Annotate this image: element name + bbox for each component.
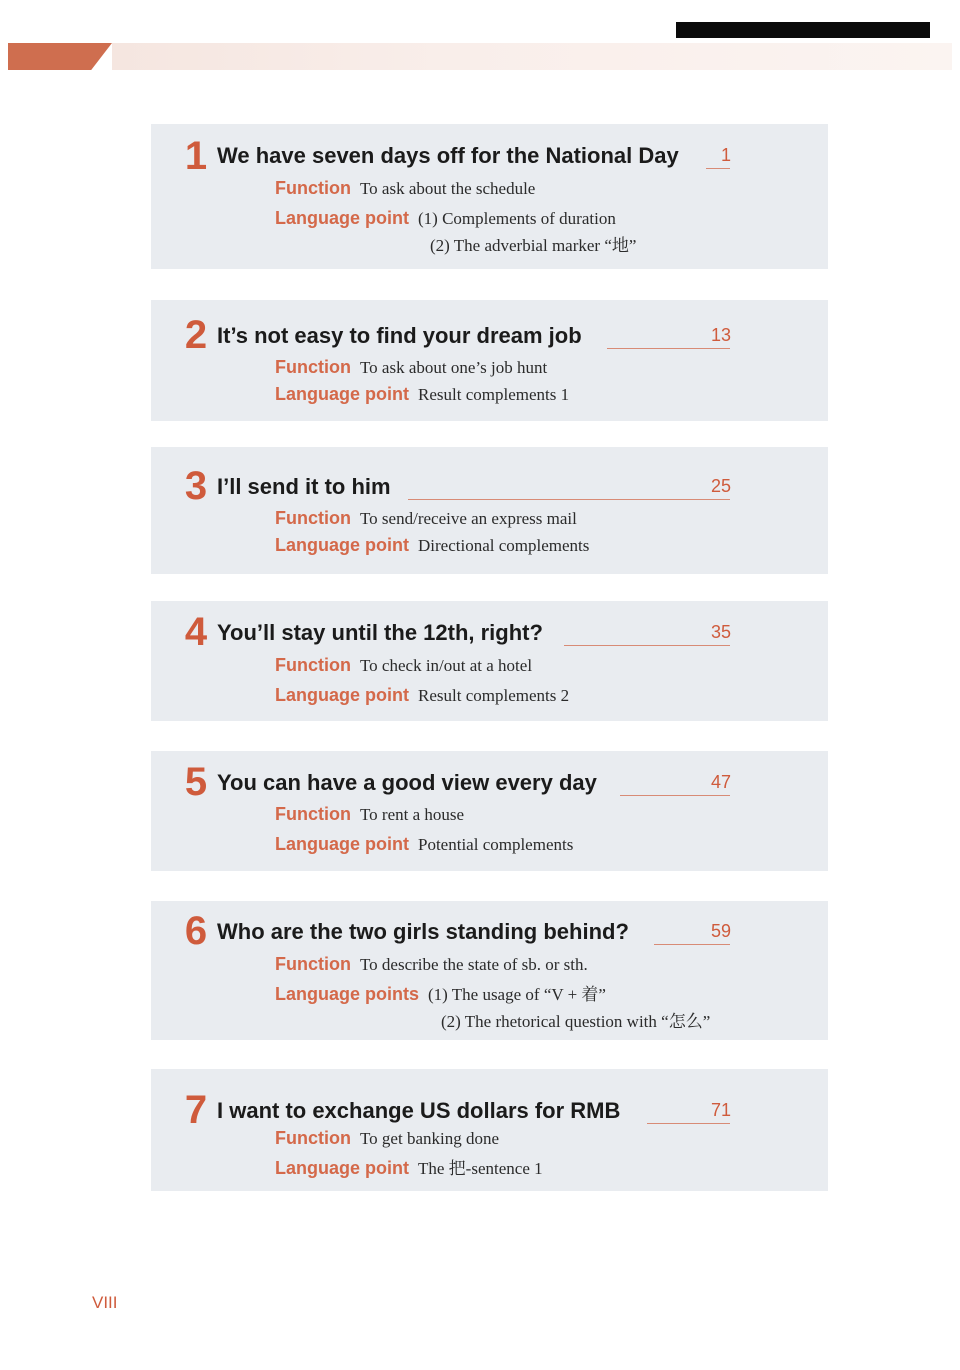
dotted-leader: [654, 944, 730, 945]
language-point-label: Language point: [275, 535, 409, 555]
function-row: [275, 803, 464, 827]
lesson-title[interactable]: I’ll send it to him: [217, 474, 391, 499]
toc-entry-lesson-3[interactable]: [151, 447, 828, 574]
language-point-label: Language point: [275, 384, 409, 404]
dotted-leader: [607, 348, 730, 349]
lesson-page-number[interactable]: 13: [710, 325, 731, 345]
lesson-page-number[interactable]: 1: [720, 145, 731, 165]
function-text: To get banking done: [359, 1129, 500, 1148]
language-point-row: [275, 983, 606, 1007]
language-point-text: Potential complements: [418, 835, 574, 854]
language-point-row: [275, 833, 573, 857]
language-point-row: [275, 383, 569, 407]
lesson-title[interactable]: You can have a good view every day: [217, 770, 597, 795]
lesson-title[interactable]: You’ll stay until the 12th, right?: [217, 620, 543, 645]
lesson-title[interactable]: We have seven days off for the National Day: [217, 143, 679, 168]
language-point-text: Directional complements: [418, 536, 590, 555]
lesson-page-number[interactable]: 25: [710, 476, 731, 496]
function-label: Function: [275, 357, 351, 377]
function-text: To check in/out at a hotel: [359, 656, 533, 675]
page-number: VIII: [92, 1293, 118, 1312]
toc-entry-lesson-1[interactable]: [151, 124, 828, 269]
language-point-text: (1) Complements of duration: [418, 209, 616, 228]
language-point-text: (1) The usage of “V + 着”: [428, 985, 606, 1004]
lesson-number: 2: [184, 313, 208, 357]
function-text: To ask about one’s job hunt: [359, 358, 548, 377]
language-point-row: [275, 1157, 543, 1181]
language-point-label: Language point: [275, 834, 409, 854]
function-text: To ask about the schedule: [359, 179, 536, 198]
dotted-leader: [647, 1123, 730, 1124]
lesson-page-number[interactable]: 71: [710, 1100, 731, 1120]
function-label: Function: [275, 804, 351, 824]
lesson-title[interactable]: I want to exchange US dollars for RMB: [217, 1098, 621, 1123]
language-point-text: The 把-sentence 1: [418, 1159, 543, 1178]
language-point-label: Language point: [275, 208, 409, 228]
language-point-row: [275, 534, 589, 558]
language-point-label: Language point: [275, 685, 409, 705]
dotted-leader: [408, 499, 730, 500]
function-row: [275, 356, 547, 380]
function-text: To send/receive an express mail: [359, 509, 577, 528]
dotted-leader: [564, 645, 730, 646]
dotted-leader: [620, 795, 730, 796]
lesson-title[interactable]: Who are the two girls standing behind?: [217, 919, 629, 944]
language-point-label: Language point: [275, 1158, 409, 1178]
dotted-leader: [706, 168, 730, 169]
lesson-number: 1: [184, 134, 208, 178]
lesson-number: 7: [184, 1088, 208, 1132]
language-point-text: Result complements 2: [418, 686, 570, 705]
function-text: To rent a house: [359, 805, 465, 824]
language-point-text-2: (2) The adverbial marker “地”: [430, 236, 637, 255]
function-label: Function: [275, 655, 351, 675]
lesson-number: 4: [184, 610, 208, 654]
language-point-text: Result complements 1: [418, 385, 570, 404]
toc-entry-lesson-6[interactable]: [151, 901, 828, 1040]
lesson-page-number[interactable]: 47: [710, 772, 731, 792]
function-row: [275, 953, 588, 977]
language-point-text-2: (2) The rhetorical question with “怎么”: [441, 1012, 711, 1031]
function-label: Function: [275, 178, 351, 198]
function-label: Function: [275, 1128, 351, 1148]
lesson-number: 5: [184, 760, 208, 804]
toc-entry-lesson-4[interactable]: [151, 601, 828, 721]
function-row: [275, 654, 532, 678]
function-label: Function: [275, 508, 351, 528]
lesson-number: 3: [184, 464, 208, 508]
lesson-number: 6: [184, 909, 208, 953]
lesson-page-number[interactable]: 59: [710, 921, 731, 941]
function-row: [275, 1127, 499, 1151]
lesson-page-number[interactable]: 35: [710, 622, 731, 642]
toc-entry-lesson-7[interactable]: [151, 1069, 828, 1191]
function-row: [275, 177, 535, 201]
toc-entry-lesson-2[interactable]: [151, 300, 828, 421]
toc-entry-lesson-5[interactable]: [151, 751, 828, 871]
language-point-row: [275, 684, 569, 708]
function-row: [275, 507, 577, 531]
function-text: To describe the state of sb. or sth.: [359, 955, 588, 974]
function-label: Function: [275, 954, 351, 974]
lesson-title[interactable]: It’s not easy to find your dream job: [217, 323, 582, 348]
language-point-row: [275, 207, 616, 231]
language-point-label: Language points: [275, 984, 419, 1004]
